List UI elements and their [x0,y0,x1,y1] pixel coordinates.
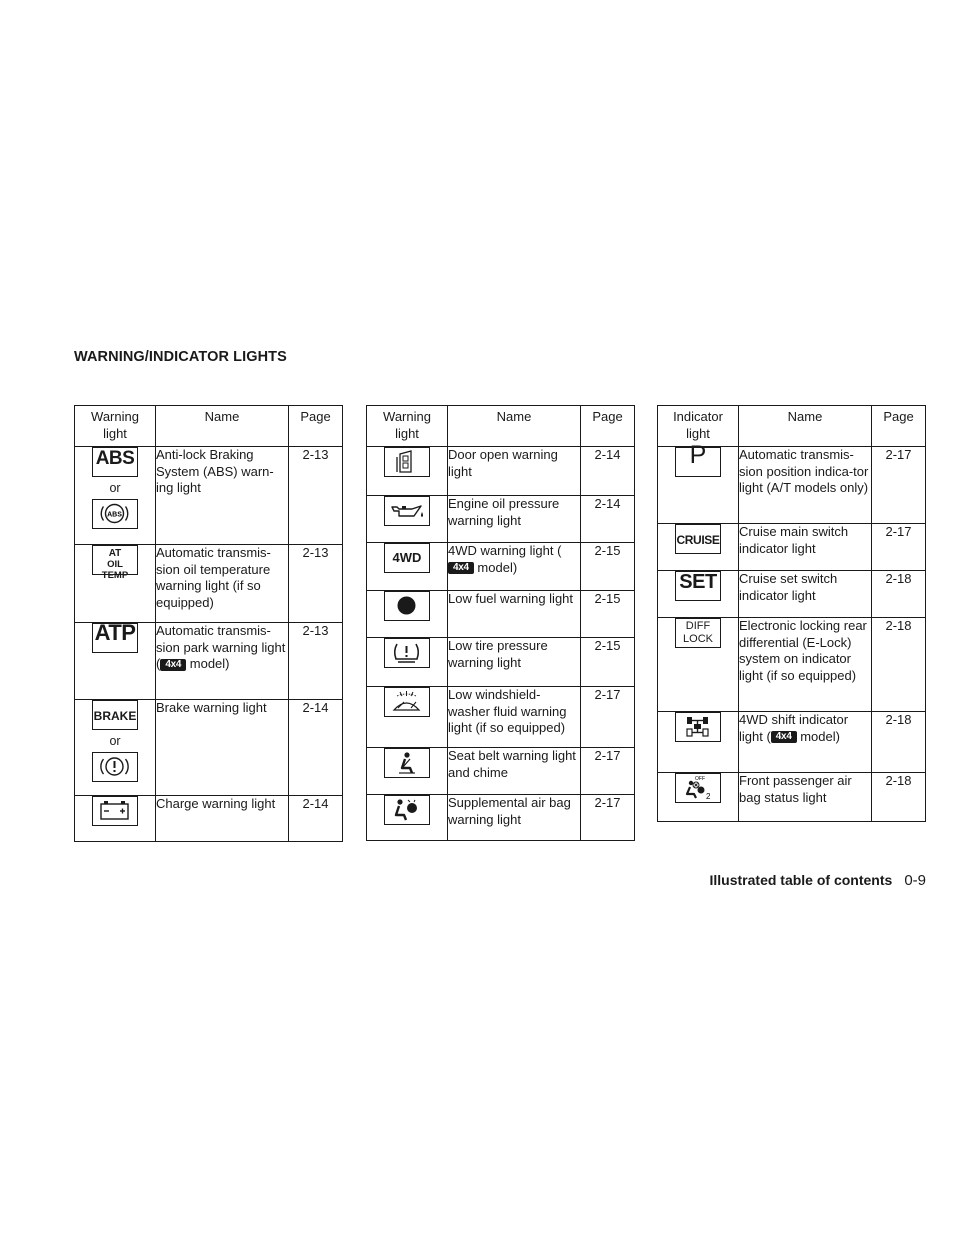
light-name: Front passenger air bag status light [739,773,872,822]
battery-icon [92,796,138,826]
or-label: or [109,481,121,495]
page-title: WARNING/INDICATOR LIGHTS [74,349,287,365]
page-ref: 2-17 [581,687,635,748]
abs-circle-icon [92,499,138,529]
table-row [367,543,635,591]
light-name: Low windshield-washer fluid warning light (if so equipped) [448,687,581,748]
table-header-row [367,406,635,447]
4x4-badge: 4x4 [771,731,797,743]
light-name: Low fuel warning light [448,591,581,638]
brake-text-icon: BRAKE [92,700,138,730]
light-name: Automatic transmis-sion position indica-tor light (A/T models only) [739,447,872,524]
diff-lock-icon: DIFF LOCK [675,618,721,648]
table-row [658,447,926,524]
page-ref: 2-18 [872,618,926,712]
park-position-icon: P [675,447,721,477]
page-ref: 2-15 [581,543,635,591]
table-row [367,687,635,748]
light-name: Charge warning light [156,796,289,842]
page-ref: 2-13 [289,447,343,545]
page-ref: 2-13 [289,623,343,700]
table-row [367,496,635,543]
table-row [367,447,635,496]
oil-can-icon [384,496,430,526]
light-name: 4WD warning light (4x4 model) [448,543,581,591]
light-name: 4WD shift indicator light ( 4x4 model) [739,712,872,773]
table-row [658,712,926,773]
page-ref: 2-17 [581,748,635,795]
page-ref: 2-17 [872,447,926,524]
light-name: Automatic transmis-sion park warning light ( 4x4 model) [156,623,289,700]
page-ref: 2-17 [872,524,926,571]
column-header-icon: Warning light [367,406,448,447]
light-name: Electronic locking rear differential (E-Lock) system on indicator light (if so equipped) [739,618,872,712]
footer-page-number: 0-9 [904,872,926,889]
column-header-page: Page [289,406,343,447]
seat-belt-icon [384,748,430,778]
warning-lights-table-2 [366,405,635,841]
page-ref: 2-15 [581,591,635,638]
table-row [658,773,926,822]
4wd-shift-icon [675,712,721,742]
column-header-name: Name [448,406,581,447]
atp-icon: ATP [92,623,138,653]
warning-lights-table-1 [74,405,343,842]
page-ref: 2-13 [289,545,343,623]
page-ref: 2-18 [872,712,926,773]
page-ref: 2-14 [581,447,635,496]
footer-section-title: Illustrated table of contents [709,872,893,888]
4x4-badge: 4x4 [448,562,474,574]
page-ref: 2-14 [289,796,343,842]
column-header-icon: Indicator light [658,406,739,447]
column-header-page: Page [581,406,635,447]
or-label: or [109,734,121,748]
light-name: Engine oil pressure warning light [448,496,581,543]
table-row [75,545,343,623]
svg-text:ABS: ABS [107,511,122,518]
column-header-page: Page [872,406,926,447]
light-name: Cruise main switch indicator light [739,524,872,571]
abs-text-icon: ABS [92,447,138,477]
column-header-name: Name [156,406,289,447]
page-ref: 2-14 [581,496,635,543]
page-ref: 2-18 [872,773,926,822]
table-row [658,571,926,618]
cruise-set-icon: SET [675,571,721,601]
airbag-icon [384,795,430,825]
svg-text:2: 2 [706,792,711,801]
light-name: Door open warning light [448,447,581,496]
4x4-badge: 4x4 [160,659,186,671]
light-name: Cruise set switch indicator light [739,571,872,618]
4wd-warning-icon: 4WD [384,543,430,573]
table-row [658,524,926,571]
at-oil-temp-icon: AT OIL TEMP [92,545,138,575]
light-name: Low tire pressure warning light [448,638,581,687]
table-row [75,700,343,796]
table-row [75,796,343,842]
light-name: Seat belt warning light and chime [448,748,581,795]
svg-text:OFF: OFF [695,776,705,782]
light-name: Automatic transmis-sion oil temperature warning light (if so equipped) [156,545,289,623]
page-ref: 2-14 [289,700,343,796]
tire-pressure-icon [384,638,430,668]
door-open-icon [384,447,430,477]
passenger-airbag-status-icon [675,773,721,803]
table-header-row [75,406,343,447]
table-row [367,748,635,795]
table-row [367,795,635,841]
light-name: Supplemental air bag warning light [448,795,581,841]
light-name: Anti-lock Braking System (ABS) warn-ing light [156,447,289,545]
cruise-icon: CRUISE [675,524,721,554]
page-ref: 2-17 [581,795,635,841]
indicator-lights-table [657,405,926,822]
table-row [367,638,635,687]
light-name: Brake warning light [156,700,289,796]
table-row [75,447,343,545]
washer-fluid-icon [384,687,430,717]
column-header-icon: Warning light [75,406,156,447]
column-header-name: Name [739,406,872,447]
low-fuel-icon [384,591,430,621]
page-ref: 2-18 [872,571,926,618]
page-ref: 2-15 [581,638,635,687]
brake-circle-icon [92,752,138,782]
table-row [367,591,635,638]
table-row [75,623,343,700]
page-footer [710,872,927,889]
table-row [658,618,926,712]
